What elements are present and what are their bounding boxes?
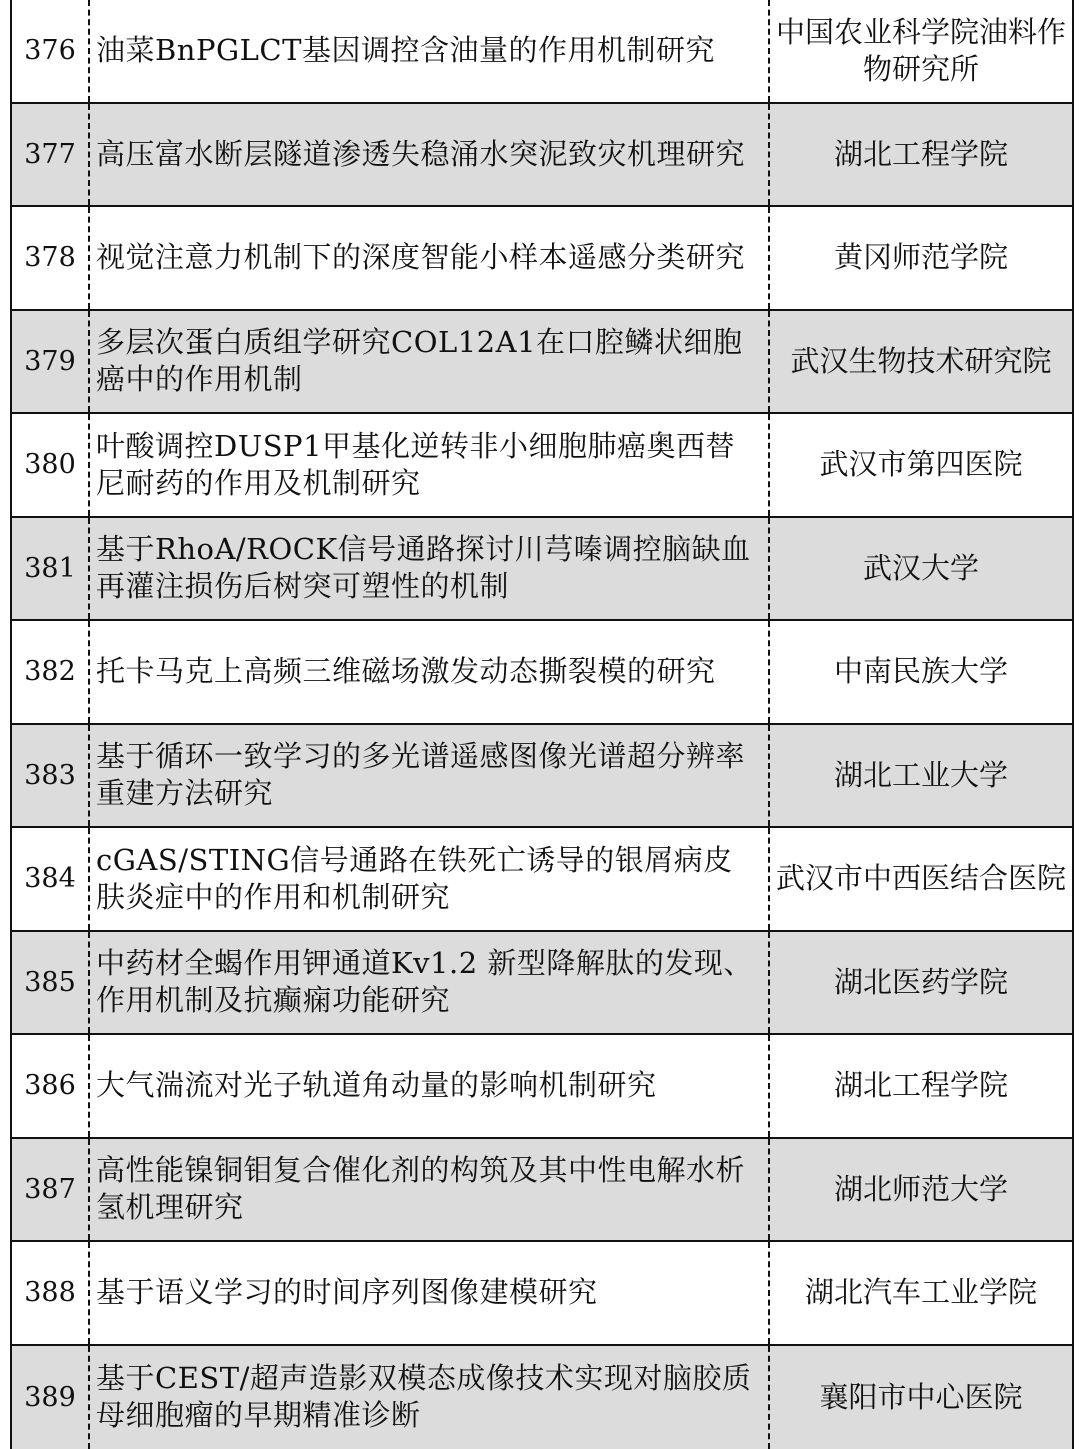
project-title: 基于语义学习的时间序列图像建模研究: [90, 1242, 770, 1344]
institution: 湖北工程学院: [833, 1068, 1008, 1103]
table-row: [12, 207, 1072, 311]
institution: 武汉市中西医结合医院: [776, 861, 1067, 896]
project-title: 高性能镍铜钼复合催化剂的构筑及其中性电解水析氢机理研究: [90, 1139, 770, 1241]
table-row: [12, 621, 1072, 725]
institution: 武汉大学: [862, 550, 979, 585]
institution: 中南民族大学: [833, 654, 1008, 689]
project-title: 基于RhoA/ROCK信号通路探讨川芎嗪调控脑缺血再灌注损伤后树突可塑性的机制: [90, 518, 770, 620]
project-title: 油菜BnPGLCT基因调控含油量的作用机制研究: [90, 0, 770, 102]
table-row: [12, 828, 1072, 932]
project-title: cGAS/STING信号通路在铁死亡诱导的银屑病皮肤炎症中的作用和机制研究: [90, 828, 770, 930]
project-title: 多层次蛋白质组学研究COL12A1在口腔鳞状细胞癌中的作用机制: [90, 311, 770, 413]
project-title: 大气湍流对光子轨道角动量的影响机制研究: [90, 1035, 770, 1137]
row-number: 387: [12, 1139, 90, 1241]
table-row: [12, 1139, 1072, 1243]
row-number: 378: [12, 207, 90, 309]
table-row: [12, 518, 1072, 622]
project-title: 基于循环一致学习的多光谱遥感图像光谱超分辨率重建方法研究: [90, 725, 770, 827]
project-title: 视觉注意力机制下的深度智能小样本遥感分类研究: [90, 207, 770, 309]
project-title: 中药材全蝎作用钾通道Kv1.2 新型降解肽的发现、作用机制及抗癫痫功能研究: [90, 932, 770, 1034]
row-number: 388: [12, 1242, 90, 1344]
institution: 湖北工程学院: [833, 136, 1008, 171]
institution: 湖北医药学院: [833, 964, 1008, 999]
row-number: 380: [12, 414, 90, 516]
project-title: 基于CEST/超声造影双模态成像技术实现对脑胶质母细胞瘤的早期精准诊断: [90, 1346, 770, 1449]
project-title: 高压富水断层隧道渗透失稳涌水突泥致灾机理研究: [90, 104, 770, 206]
table-row: [12, 932, 1072, 1036]
institution: 中国农业科学院油料作物研究所: [776, 14, 1067, 86]
project-title: 叶酸调控DUSP1甲基化逆转非小细胞肺癌奥西替尼耐药的作用及机制研究: [90, 414, 770, 516]
row-number: 377: [12, 104, 90, 206]
institution: 湖北工业大学: [833, 757, 1008, 792]
table-row: [12, 725, 1072, 829]
row-number: 389: [12, 1346, 90, 1449]
institution: 黄冈师范学院: [833, 240, 1008, 275]
project-title: 托卡马克上高频三维磁场激发动态撕裂模的研究: [90, 621, 770, 723]
institution: 湖北师范大学: [833, 1171, 1008, 1206]
row-number: 385: [12, 932, 90, 1034]
row-number: 383: [12, 725, 90, 827]
row-number: 384: [12, 828, 90, 930]
institution: 襄阳市中心医院: [819, 1379, 1023, 1414]
table-row: [12, 1035, 1072, 1139]
project-table: [10, 0, 1074, 1449]
table-row: [12, 104, 1072, 208]
table-row: [12, 414, 1072, 518]
institution: 武汉市第四医院: [819, 447, 1023, 482]
row-number: 376: [12, 0, 90, 102]
row-number: 381: [12, 518, 90, 620]
row-number: 382: [12, 621, 90, 723]
institution: 湖北汽车工业学院: [804, 1275, 1037, 1310]
table-row: [12, 311, 1072, 415]
row-number: 379: [12, 311, 90, 413]
table-row: [12, 1242, 1072, 1346]
table-row: [12, 0, 1072, 104]
table-row: [12, 1346, 1072, 1449]
institution: 武汉生物技术研究院: [790, 343, 1052, 378]
row-number: 386: [12, 1035, 90, 1137]
